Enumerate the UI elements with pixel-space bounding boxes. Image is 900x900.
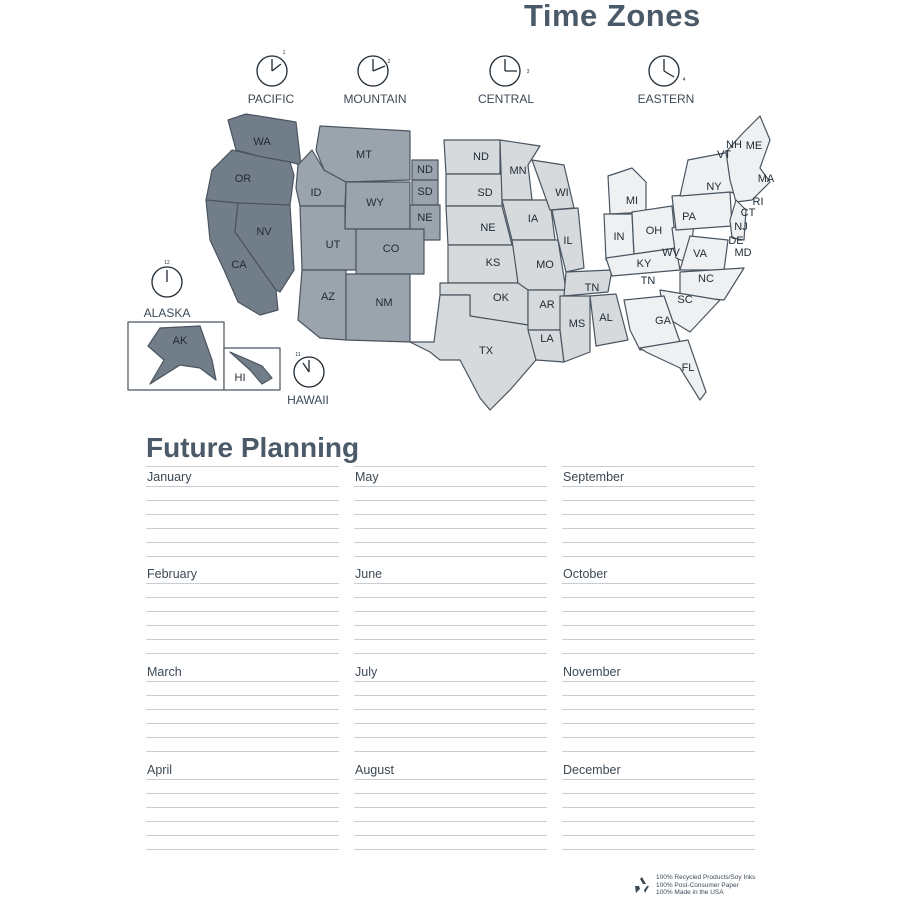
footer-line-1: 100% Recycled Products/Soy Inks [656,874,756,881]
writing-line[interactable] [146,681,339,682]
label-hi: HI [234,372,246,384]
writing-line[interactable] [354,556,547,557]
writing-line[interactable] [354,625,547,626]
column-top-rule [354,466,547,467]
writing-line[interactable] [146,793,339,794]
writing-line[interactable] [146,835,339,836]
month-label: May [355,470,379,484]
month-block-august [354,763,547,850]
writing-line[interactable] [562,849,755,850]
label-il: IL [563,235,573,247]
svg-text:1: 1 [282,50,286,56]
writing-line[interactable] [354,709,547,710]
writing-line[interactable] [562,514,755,515]
label-fl: FL [681,362,695,374]
writing-line[interactable] [562,835,755,836]
label-ny: NY [706,181,722,193]
month-label: August [355,763,394,777]
writing-line[interactable] [146,751,339,752]
writing-line[interactable] [354,528,547,529]
label-wi: WI [555,187,569,199]
zone-alaska: ALASKA [143,306,191,320]
label-ma: MA [757,173,775,185]
writing-line[interactable] [562,723,755,724]
footer-line-2: 100% Post-Consumer Paper [656,881,739,889]
label-nd-mt: ND [417,164,433,176]
label-ks: KS [485,257,501,269]
writing-line[interactable] [562,779,755,780]
label-tn: TN [584,282,600,294]
writing-line[interactable] [562,695,755,696]
month-label: November [563,665,621,679]
writing-line[interactable] [146,528,339,529]
writing-line[interactable] [354,486,547,487]
svg-text:12: 12 [164,260,170,266]
writing-line[interactable] [354,583,547,584]
label-la: LA [540,333,554,345]
label-nd: ND [473,151,489,163]
state-ks [448,245,518,283]
label-va: VA [693,248,707,260]
writing-line[interactable] [354,835,547,836]
zone-pacific: PACIFIC [247,92,295,106]
state-pa [672,192,732,230]
writing-line[interactable] [146,695,339,696]
label-nm: NM [375,297,393,309]
month-block-june [354,567,547,654]
writing-line[interactable] [146,807,339,808]
month-block-september [562,470,755,557]
writing-line[interactable] [146,514,339,515]
writing-line[interactable] [146,849,339,850]
label-de: DE [728,235,744,247]
writing-line[interactable] [146,583,339,584]
label-az: AZ [320,291,336,303]
month-label: September [563,470,625,484]
writing-line[interactable] [146,486,339,487]
writing-line[interactable] [562,737,755,738]
writing-line[interactable] [354,653,547,654]
label-sd-mt: SD [417,186,433,198]
writing-line[interactable] [146,625,339,626]
label-ut: UT [325,239,341,251]
label-oh: OH [645,225,663,237]
month-block-january [146,470,339,557]
month-block-october [562,567,755,654]
label-me: ME [745,140,763,152]
writing-line[interactable] [562,597,755,598]
writing-line[interactable] [562,793,755,794]
footer-notes [632,874,755,897]
writing-line[interactable] [146,556,339,557]
label-sd: SD [477,187,493,199]
column-top-rule [562,466,755,467]
label-ri: RI [752,196,764,208]
writing-line[interactable] [562,542,755,543]
writing-line[interactable] [354,681,547,682]
svg-text:11: 11 [295,352,301,358]
svg-text:2: 2 [387,59,391,65]
writing-line[interactable] [354,751,547,752]
month-block-march [146,665,339,752]
writing-line[interactable] [354,821,547,822]
month-label: December [563,763,621,777]
label-tn-e: TN [640,275,656,287]
writing-line[interactable] [354,542,547,543]
label-mi: MI [625,195,639,207]
writing-line[interactable] [354,514,547,515]
label-ar: AR [539,299,555,311]
label-wv: WV [662,247,680,259]
writing-line[interactable] [562,625,755,626]
writing-line[interactable] [146,709,339,710]
writing-line[interactable] [354,639,547,640]
zone-hawaii: HAWAII [287,393,329,407]
writing-line[interactable] [354,611,547,612]
writing-line[interactable] [146,500,339,501]
writing-line[interactable] [146,542,339,543]
future-planning-title: Future Planning [146,432,360,463]
label-tx: TX [478,345,494,357]
writing-line[interactable] [562,486,755,487]
writing-line[interactable] [146,779,339,780]
column-top-rule [146,466,339,467]
writing-line[interactable] [562,821,755,822]
month-label: March [147,665,182,679]
label-nj: NJ [734,221,748,233]
month-block-july [354,665,547,752]
month-label: January [147,470,192,484]
label-nv: NV [256,226,272,238]
writing-line[interactable] [562,556,755,557]
writing-line[interactable] [354,500,547,501]
month-label: April [147,763,173,777]
zone-eastern: EASTERN [637,92,695,106]
label-al: AL [599,312,613,324]
zone-central: CENTRAL [477,92,534,106]
month-label: October [563,567,608,581]
month-label: June [355,567,383,581]
time-zone-map [0,0,900,430]
label-wy: WY [366,197,384,209]
writing-line[interactable] [562,583,755,584]
label-nc: NC [698,273,714,285]
writing-line[interactable] [354,597,547,598]
writing-line[interactable] [562,709,755,710]
writing-line[interactable] [562,751,755,752]
label-nh: NH [726,139,742,151]
writing-line[interactable] [354,793,547,794]
label-ct: CT [740,207,756,219]
label-ne: NE [480,222,496,234]
month-label: July [355,665,378,679]
label-vt: VT [716,149,732,161]
month-block-april [146,763,339,850]
recycle-icon [632,875,652,895]
label-mt: MT [356,149,372,161]
label-ca: CA [231,259,247,271]
label-md: MD [734,247,752,259]
writing-line[interactable] [354,779,547,780]
writing-line[interactable] [354,807,547,808]
writing-line[interactable] [354,849,547,850]
writing-line[interactable] [146,653,339,654]
footer-line-3: 100% Made in the USA [656,889,724,896]
month-block-february [146,567,339,654]
writing-line[interactable] [562,807,755,808]
label-wa: WA [253,136,271,148]
writing-line[interactable] [354,723,547,724]
writing-line[interactable] [146,821,339,822]
writing-line[interactable] [146,639,339,640]
writing-line[interactable] [354,695,547,696]
label-ga: GA [655,315,671,327]
month-block-november [562,665,755,752]
writing-line[interactable] [562,611,755,612]
writing-line[interactable] [146,737,339,738]
label-ak: AK [172,335,188,347]
state-nd-c [444,140,500,174]
label-id: ID [310,187,322,199]
state-ne-c [446,206,512,245]
svg-text:3: 3 [526,69,530,75]
state-nj-de-md [730,200,746,240]
writing-line[interactable] [146,723,339,724]
state-fl [640,340,706,400]
svg-text:4: 4 [682,77,686,83]
writing-line[interactable] [562,681,755,682]
month-label: February [147,567,198,581]
month-block-may [354,470,547,557]
state-az [298,270,346,340]
label-ok: OK [493,292,509,304]
month-block-december [562,763,755,850]
label-ia: IA [527,213,539,225]
label-or: OR [234,173,252,185]
label-ms: MS [568,318,586,330]
zone-mountain: MOUNTAIN [343,92,407,106]
writing-line[interactable] [146,597,339,598]
label-sc: SC [677,294,693,306]
label-in: IN [613,231,625,243]
writing-line[interactable] [354,737,547,738]
writing-line[interactable] [562,528,755,529]
label-ne-mt: NE [417,212,433,224]
time-zones-title: Time Zones [524,0,701,33]
state-new-england [726,116,770,202]
label-mo: MO [536,259,554,271]
writing-line[interactable] [146,611,339,612]
state-mi [608,168,646,214]
label-ky: KY [636,258,652,270]
writing-line[interactable] [562,500,755,501]
writing-line[interactable] [562,639,755,640]
writing-line[interactable] [562,653,755,654]
label-pa: PA [682,211,696,223]
label-co: CO [382,243,400,255]
label-mn: MN [509,165,527,177]
state-sd-c [446,174,502,206]
